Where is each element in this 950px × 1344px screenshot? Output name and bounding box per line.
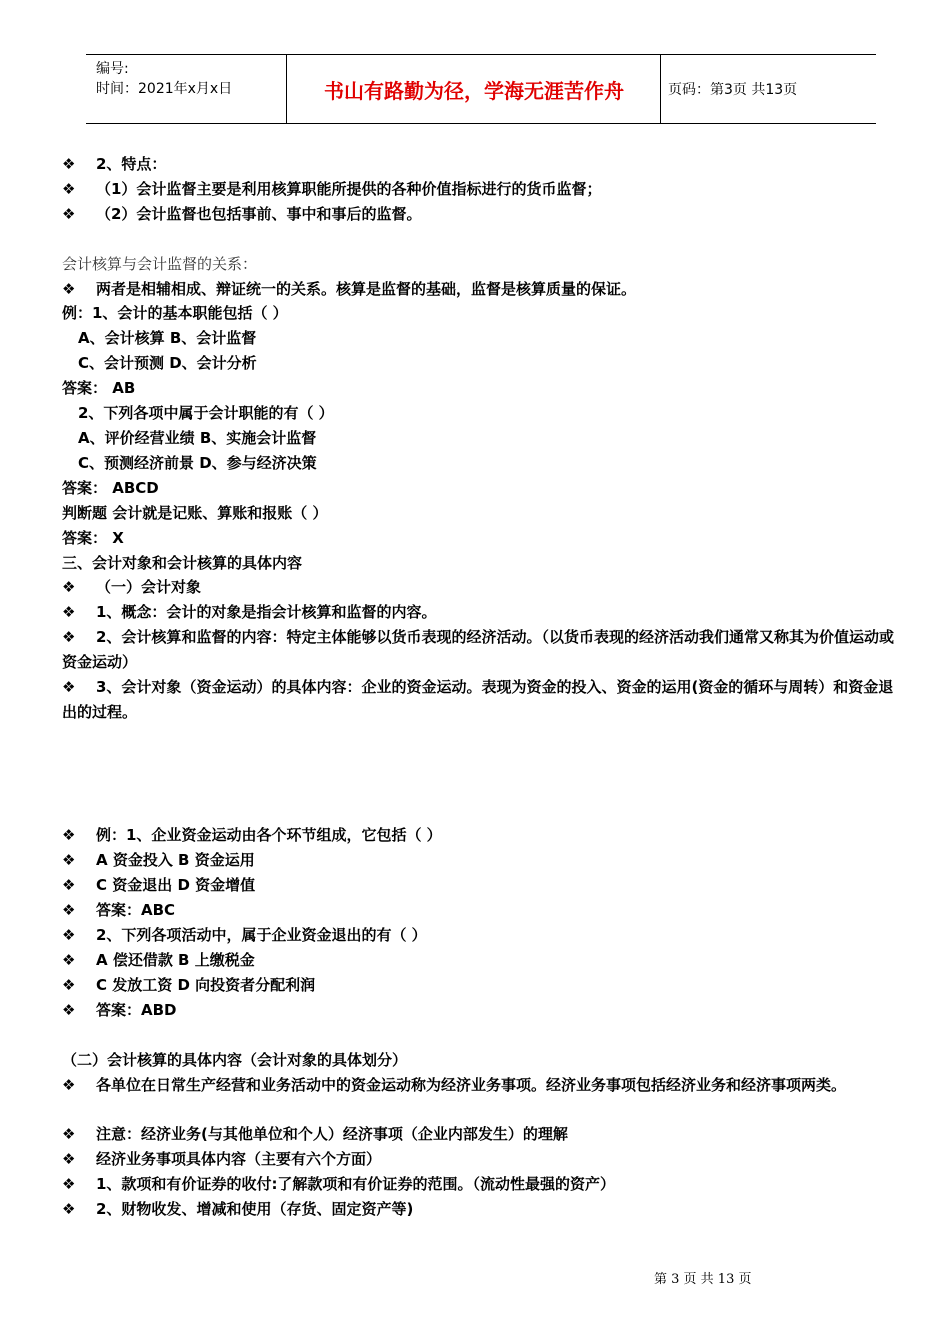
bullet-icon: ❖ bbox=[62, 180, 76, 198]
text-line: ❖ 2、下列各项活动中，属于企业资金退出的有（ ） bbox=[62, 926, 427, 944]
text-line: ❖ 经济业务事项具体内容（主要有六个方面） bbox=[62, 1150, 382, 1168]
text-line: 答案： AB bbox=[62, 379, 136, 397]
page-header bbox=[86, 54, 876, 124]
bullet-icon: ❖ bbox=[62, 851, 76, 869]
text-line: ❖ A 资金投入 B 资金运用 bbox=[62, 851, 255, 869]
text-line: ❖ 2、财物收发、增减和使用（存货、固定资产等) bbox=[62, 1200, 414, 1218]
bullet-icon: ❖ bbox=[62, 628, 76, 646]
text-line: A、评价经营业绩 B、实施会计监督 bbox=[78, 429, 317, 447]
text-line: ❖ （2）会计监督也包括事前、事中和事后的监督。 bbox=[62, 205, 422, 223]
text-line: 答案： ABCD bbox=[62, 479, 159, 497]
text-line: ❖ （1）会计监督主要是利用核算职能所提供的各种价值指标进行的货币监督； bbox=[62, 180, 602, 198]
text-line: A、会计核算 B、会计监督 bbox=[78, 329, 257, 347]
bullet-icon: ❖ bbox=[62, 155, 76, 173]
bullet-icon: ❖ bbox=[62, 1001, 76, 1019]
number-label: 编号: bbox=[96, 61, 129, 77]
text-line: C、预测经济前景 D、参与经济决策 bbox=[78, 454, 317, 472]
bullet-icon: ❖ bbox=[62, 951, 76, 969]
bullet-icon: ❖ bbox=[62, 1200, 76, 1218]
bullet-icon: ❖ bbox=[62, 280, 76, 298]
text-line: ❖ C 资金退出 D 资金增值 bbox=[62, 876, 256, 894]
bullet-icon: ❖ bbox=[62, 603, 76, 621]
header-motto: 书山有路勤为径，学海无涯苦作舟 bbox=[324, 78, 624, 103]
header-meta bbox=[96, 59, 232, 99]
text-line: ❖ 答案：ABC bbox=[62, 901, 176, 919]
text-line: ❖ 两者是相辅相成、辩证统一的关系。核算是监督的基础，监督是核算质量的保证。 bbox=[62, 280, 637, 298]
bullet-icon: ❖ bbox=[62, 678, 76, 696]
text-line: 判断题 会计就是记账、算账和报账（ ） bbox=[62, 504, 328, 522]
text-line: 例：1、会计的基本职能包括（ ） bbox=[62, 304, 288, 322]
bullet-icon: ❖ bbox=[62, 826, 76, 844]
text-line: ❖ 注意：经济业务(与其他单位和个人）经济事项（企业内部发生）的理解 bbox=[62, 1125, 568, 1143]
bullet-icon: ❖ bbox=[62, 876, 76, 894]
text-line: ❖ C 发放工资 D 向投资者分配利润 bbox=[62, 976, 316, 994]
text-line: 2、下列各项中属于会计职能的有（ ） bbox=[78, 404, 334, 422]
text-line: ❖ 1、款项和有价证券的收付:了解款项和有价证券的范围。（流动性最强的资产） bbox=[62, 1175, 615, 1193]
text-paragraph: ❖ 3、会计对象（资金运动）的具体内容：企业的资金运动。表现为资金的投入、资金的运用(资金的循环与周转）和资金退出的过程。 bbox=[62, 675, 902, 725]
bullet-icon: ❖ bbox=[62, 976, 76, 994]
bullet-icon: ❖ bbox=[62, 1076, 76, 1094]
bullet-icon: ❖ bbox=[62, 901, 76, 919]
bullet-icon: ❖ bbox=[62, 1150, 76, 1168]
section-heading: 三、会计对象和会计核算的具体内容 bbox=[62, 554, 303, 572]
text-line: ❖ 例：1、企业资金运动由各个环节组成，它包括（ ） bbox=[62, 826, 442, 844]
text-paragraph: ❖ 各单位在日常生产经营和业务活动中的资金运动称为经济业务事项。经济业务事项包括经济业务和经济事项两类。 bbox=[62, 1073, 902, 1098]
bullet-icon: ❖ bbox=[62, 578, 76, 596]
text-line: 答案： X bbox=[62, 529, 124, 547]
text-line: ❖ （一）会计对象 bbox=[62, 578, 202, 596]
bullet-icon: ❖ bbox=[62, 926, 76, 944]
bullet-icon: ❖ bbox=[62, 1175, 76, 1193]
section-heading: 会计核算与会计监督的关系： bbox=[62, 255, 258, 273]
text-line: ❖ 答案：ABD bbox=[62, 1001, 177, 1019]
text-line: ❖ 1、概念：会计的对象是指会计核算和监督的内容。 bbox=[62, 603, 437, 621]
text-line: ❖ A 偿还借款 B 上缴税金 bbox=[62, 951, 255, 969]
bullet-icon: ❖ bbox=[62, 205, 76, 223]
section-heading: （二）会计核算的具体内容（会计对象的具体划分） bbox=[62, 1051, 408, 1069]
page-footer: 第 3 页 共 13 页 bbox=[654, 1272, 752, 1287]
text-line: ❖ 2、特点： bbox=[62, 155, 167, 173]
text-paragraph: ❖ 2、会计核算和监督的内容：特定主体能够以货币表现的经济活动。（以货币表现的经济活动我们通常又称其为价值运动或资金运动） bbox=[62, 625, 902, 675]
header-page-label: 页码：第3页 共13页 bbox=[668, 82, 798, 98]
text-line: C、会计预测 D、会计分析 bbox=[78, 354, 257, 372]
time-label: 时间：2021年x月x日 bbox=[96, 81, 233, 97]
bullet-icon: ❖ bbox=[62, 1125, 76, 1143]
header-divider bbox=[286, 55, 287, 123]
header-divider bbox=[660, 55, 661, 123]
